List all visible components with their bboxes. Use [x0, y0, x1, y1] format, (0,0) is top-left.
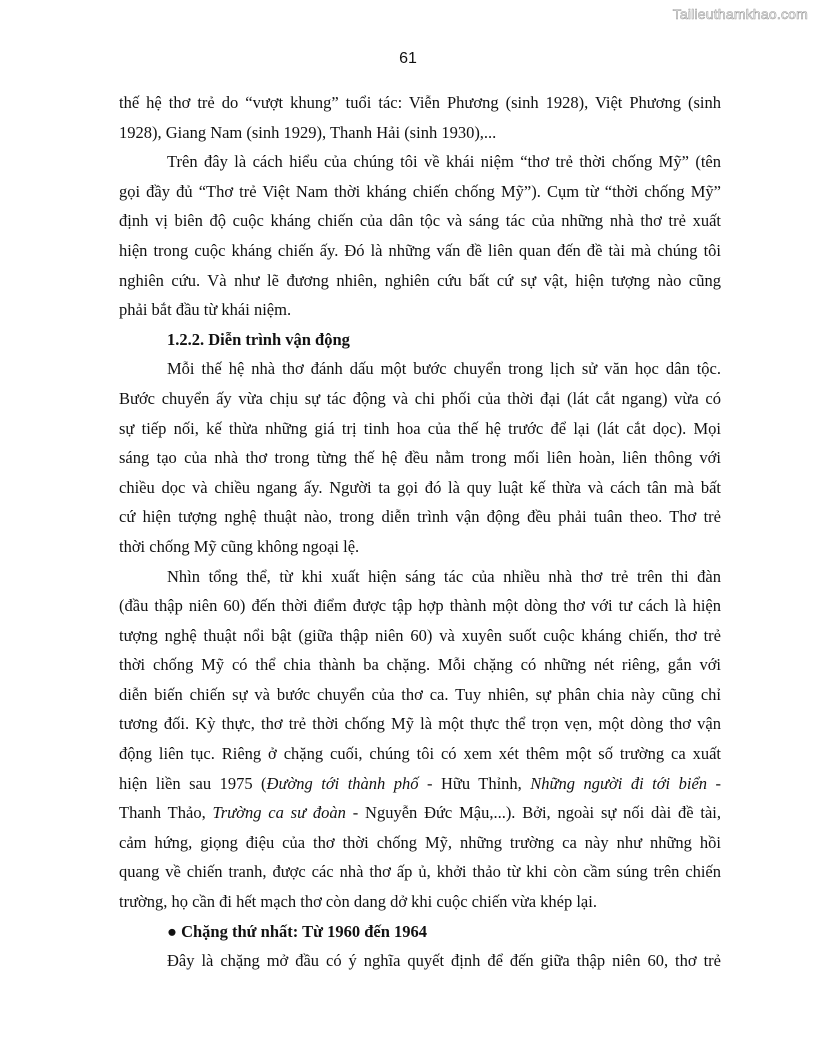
text-line: phải bắt đầu từ khái niệm. [119, 300, 292, 320]
text-line: nghiên cứu. Và như lẽ đương nhiên, nghiên cứu bất cứ sự vật, hiện tượng nào cũng [119, 270, 721, 290]
document-body [119, 88, 721, 976]
text-line [119, 798, 721, 828]
paragraph-start: Trên đây là cách hiểu của chúng tôi về khái niệm “thơ trẻ thời chống Mỹ” (tên [167, 152, 721, 172]
text-line: trường, họ cần đi hết mạch thơ còn dang dở khi cuộc chiến vừa khép lại. [119, 892, 597, 912]
section-heading: ● Chặng thứ nhất: Từ 1960 đến 1964 [167, 921, 428, 941]
text-run: - Nguyễn Đức Mậu,...). Bởi, ngoài sự nối dài đề tài, [345, 803, 721, 823]
paragraph-start: Nhìn tổng thể, từ khi xuất hiện sáng tác của nhiều nhà thơ trẻ trên thi đàn [167, 566, 721, 586]
text-run: - [707, 773, 722, 793]
text-line: diễn biến chiến sự và bước chuyển của thơ ca. Tuy nhiên, sự phân chia này cũng chỉ [119, 684, 721, 704]
paragraph-start: Mỗi thế hệ nhà thơ đánh dấu một bước chuyển trong lịch sử văn học dân tộc. [167, 359, 721, 379]
text-run: hiện liền sau 1975 ( [119, 773, 267, 793]
text-line: cứ hiện tượng nghệ thuật nào, trong diễn trình vận động đều phải tuân theo. Thơ trẻ [119, 507, 721, 527]
text-line: (đầu thập niên 60) đến thời điểm được tập hợp thành một dòng thơ với tư cách là hiện [119, 596, 721, 616]
text-line: sáng tạo của nhà thơ trong từng thế hệ đều nằm trong mối liên hoàn, liên thông với [119, 448, 721, 468]
work-title: Trường ca sư đoàn [212, 803, 346, 823]
text-line: thời chống Mỹ cũng không ngoại lệ. [119, 536, 360, 556]
text-run: - Hữu Thỉnh, [418, 773, 531, 793]
text-line: hiện trong cuộc kháng chiến ấy. Đó là những vấn đề liên quan đến đề tài mà chúng tôi [119, 240, 721, 260]
text-line: định vị biên độ cuộc kháng chiến của dân tộc và sáng tác của những nhà thơ trẻ xuất [119, 211, 721, 231]
text-line: thời chống Mỹ có thể chia thành ba chặng. Mỗi chặng có những nét riêng, gắn với [119, 655, 721, 675]
text-line: động liên tục. Riêng ở chặng cuối, chúng tôi có xem xét thêm một số trường ca xuất [119, 744, 721, 764]
text-run: Thanh Thảo, [119, 803, 213, 823]
text-line [119, 769, 721, 799]
work-title: Đường tới thành phố [266, 773, 419, 793]
text-line: tượng nghệ thuật nổi bật (giữa thập niên 60) và xuyên suốt cuộc kháng chiến, thơ trẻ [119, 625, 721, 645]
watermark: Tailieuthamkhao.com [672, 6, 808, 22]
text-line: thế hệ thơ trẻ do “vượt khung” tuổi tác: Viễn Phương (sinh 1928), Việt Phương (sinh [119, 93, 721, 112]
text-line: Bước chuyển ấy vừa chịu sự tác động và chi phối của thời đại (lát cắt ngang) vừa có [119, 388, 721, 408]
text-line: cảm hứng, giọng điệu của thơ thời chống Mỹ, những trường ca này như những hồi [119, 832, 721, 852]
text-line: 1928), Giang Nam (sinh 1929), Thanh Hải (sinh 1930),... [119, 122, 497, 142]
text-line: tương đối. Kỳ thực, thơ trẻ thời chống Mỹ là một thực thể trọn vẹn, một dòng thơ vận [119, 714, 721, 734]
text-line: gọi đầy đủ “Thơ trẻ Việt Nam thời kháng chiến chống Mỹ”). Cụm từ “thời chống Mỹ” [119, 181, 721, 201]
paragraph-start: Đây là chặng mở đầu có ý nghĩa quyết định để đến giữa thập niên 60, thơ trẻ [167, 951, 721, 971]
text-line: chiều dọc và chiều ngang ấy. Người ta gọi đó là quy luật kế thừa và cách tân mà bất [119, 477, 721, 497]
text-line: quang về chiến tranh, được các nhà thơ ấp ủ, khởi thảo từ khi còn cầm súng trên chiến [119, 862, 721, 882]
section-heading: 1.2.2. Diễn trình vận động [167, 329, 350, 349]
work-title: Những người đi tới biển [530, 773, 708, 793]
text-line: sự tiếp nối, kế thừa những giá trị tinh hoa của thế hệ trước để lại (lát cắt dọc). Mọi [119, 418, 721, 438]
page-number: 61 [399, 50, 417, 67]
